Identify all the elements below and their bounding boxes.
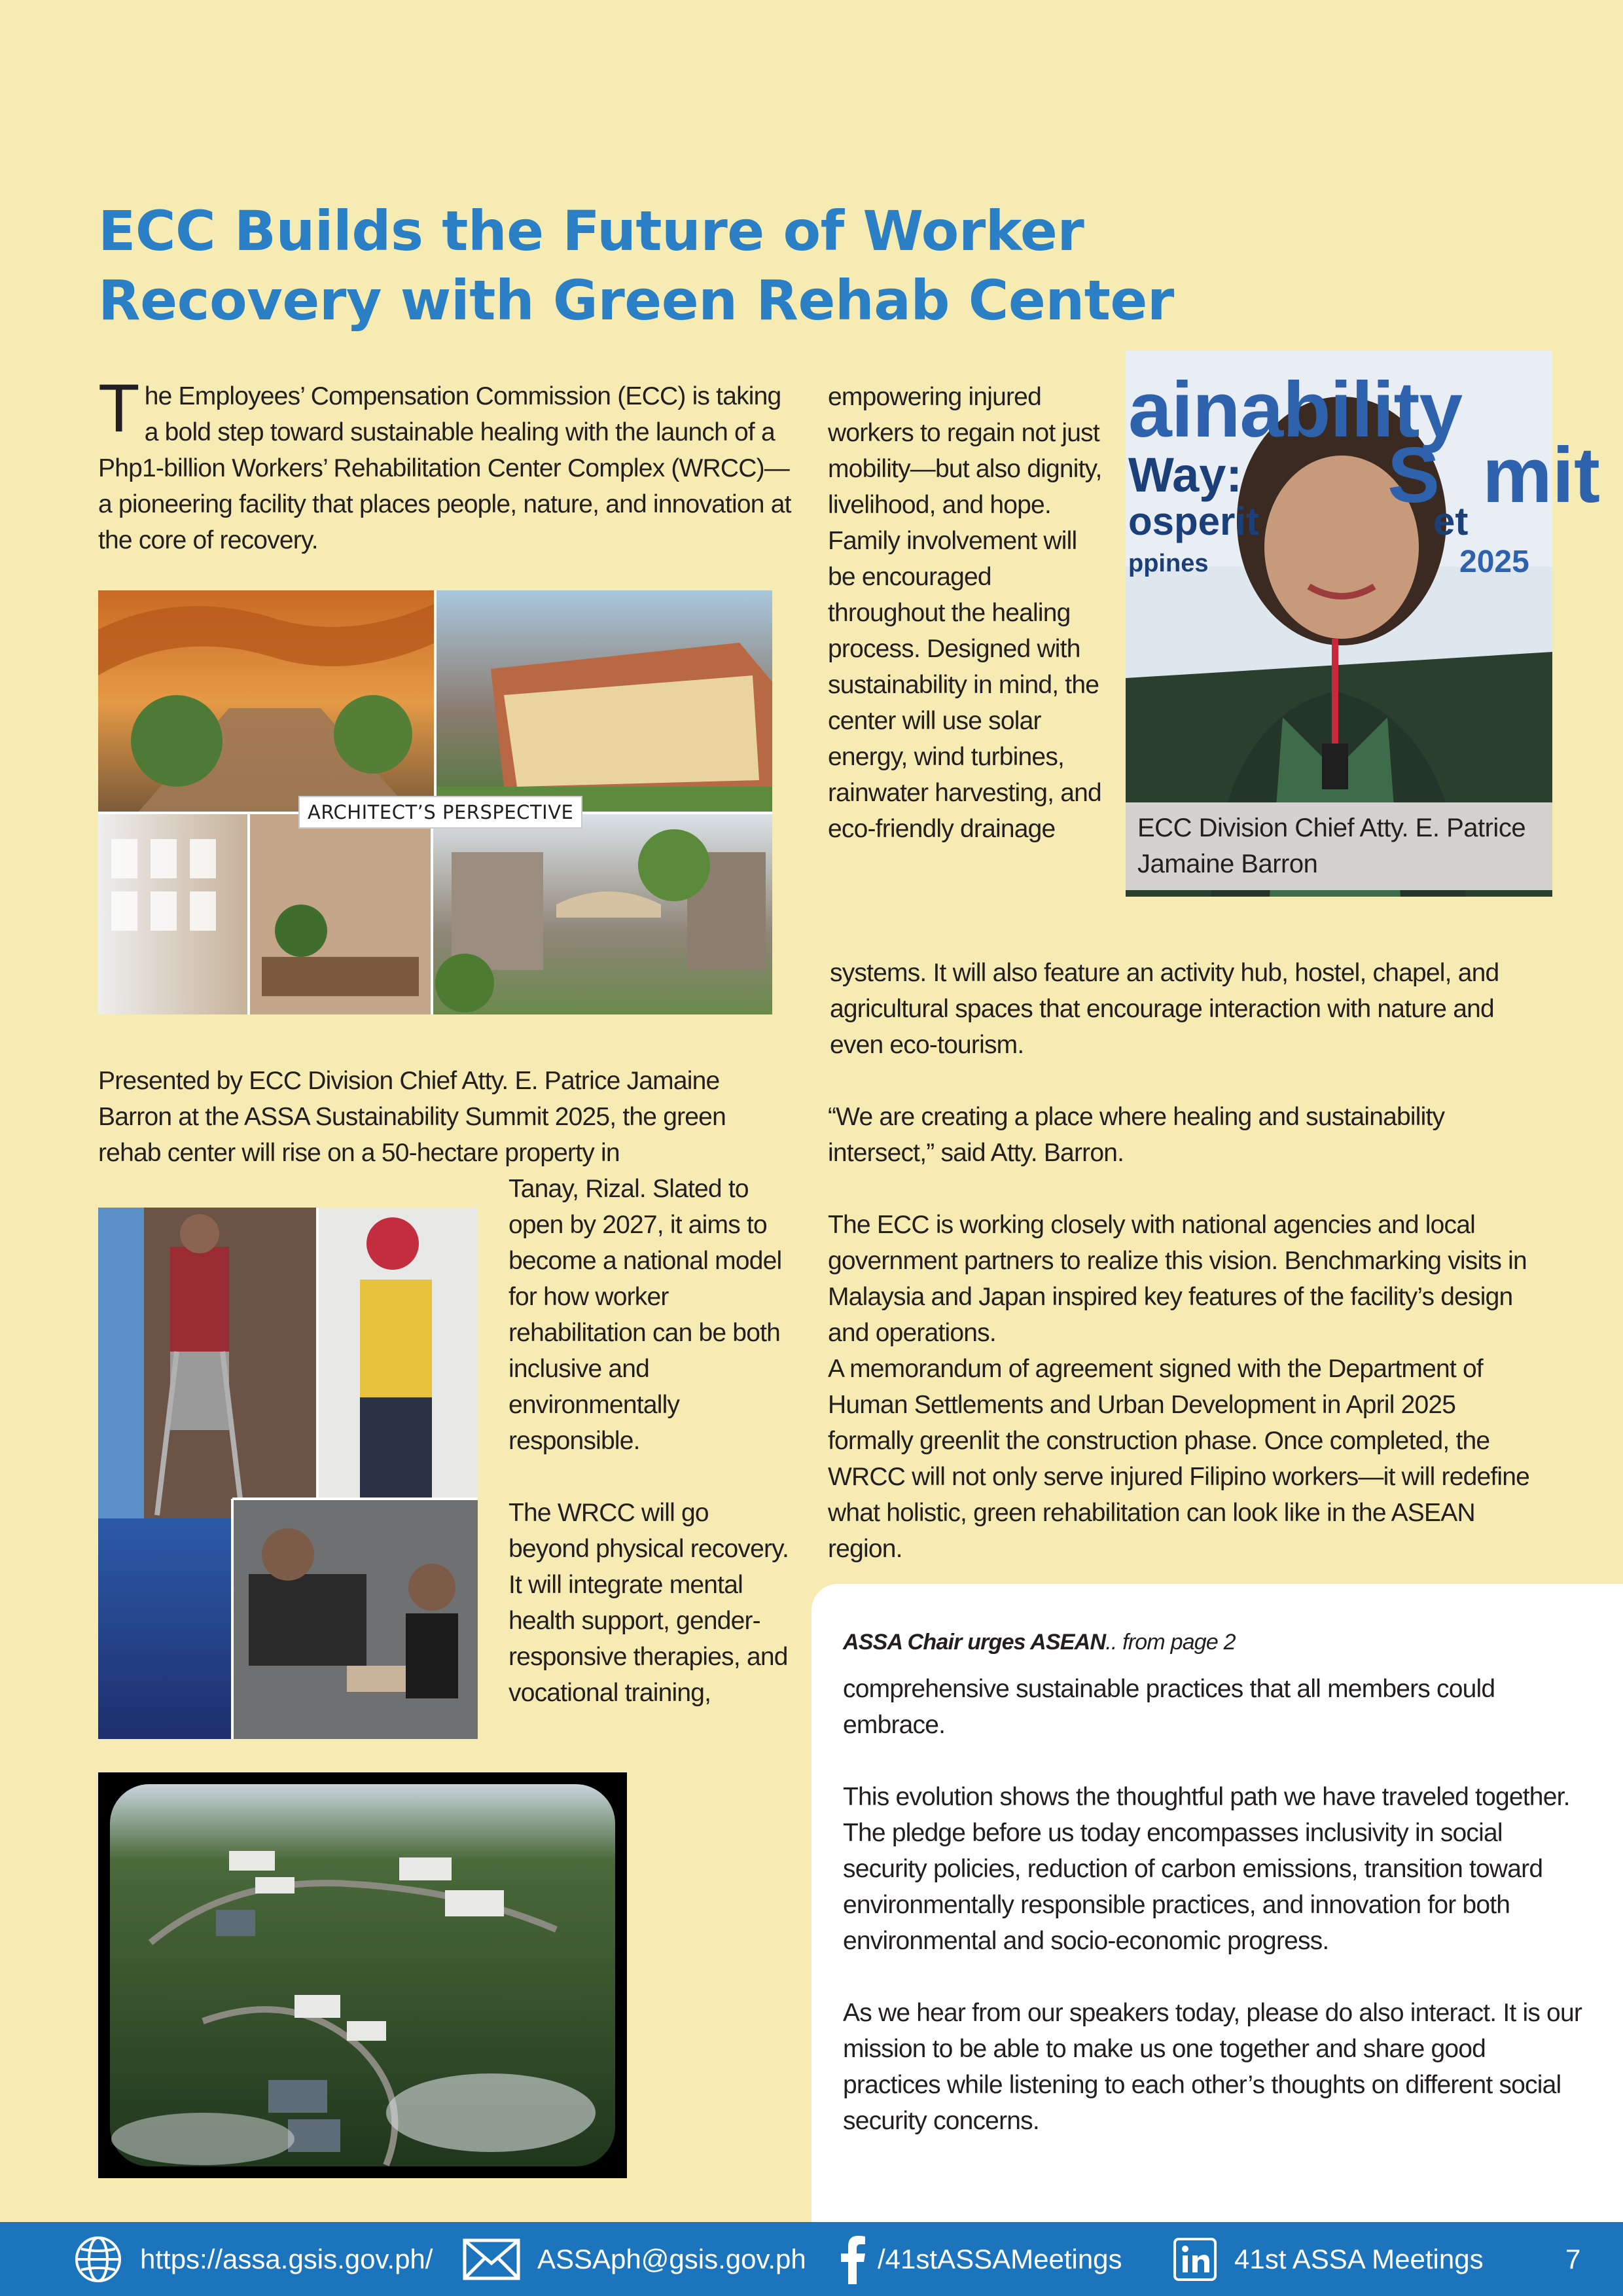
title-line-1: ECC Builds the Future of Worker [98, 199, 1084, 263]
footer-bar [0, 2222, 1623, 2296]
continued-p3: As we hear from our speakers today, please do also interact. It is our mission to be able to make us one together and share good practices while listening to each other’s thoughts on different social security concerns. [843, 1999, 1582, 2135]
aerial-image [98, 1772, 627, 2178]
footer-linkedin[interactable] [1173, 2222, 1484, 2296]
banner-text-4: ppines [1128, 550, 1209, 577]
title-line-2: Recovery with Green Rehab Center [98, 268, 1174, 332]
mid-column-lower [828, 1099, 1541, 1567]
globe-icon [73, 2234, 123, 2284]
quote-paragraph: “We are creating a place where healing and sustainability intersect,” said Atty. Barron. [828, 1103, 1445, 1167]
left-para-3-text: The WRCC will go beyond physical recovery. It will integrate mental health support, gender-responsive therapies, and vocational training, [508, 1499, 789, 1707]
intro-text: he Employees’ Compensation Commission (ECC) is taking a bold step toward sustainable healing with the launch of a Php1-billion Workers’ Rehabilitation Center Complex (WRCC)—a pioneering facility that places people, nature, and innovation at the core of recovery. [98, 382, 791, 554]
continued-p2: This evolution shows the thoughtful path we have traveled together. The pledge before us today encompasses inclusivity in social security policies, reduction of carbon emissions, transition toward environmentally responsible practices, and innovation for both environmental and socio-economic progress. [843, 1783, 1570, 1955]
banner-text-3b: et [1433, 499, 1469, 543]
facebook-icon [840, 2234, 866, 2284]
workers-collage [98, 1208, 478, 1739]
left-para-2-narrow-text: Tanay, Rizal. Slated to open by 2027, it aims to become a national model for how worker rehabilitation can be both inclusive and environmentally responsible. [508, 1175, 782, 1455]
architect-collage [98, 590, 772, 1014]
intro-paragraph [98, 370, 798, 558]
email-link[interactable]: ASSAph@gsis.gov.ph [537, 2243, 806, 2274]
footer-email[interactable] [463, 2222, 806, 2296]
continued-header-bold: ASSA Chair urges ASEAN [843, 1630, 1106, 1655]
moa-paragraph: A memorandum of agreement signed with the Department of Human Settlements and Urban Development in April 2025 formally greenlit the construction phase. Once completed, the WRCC will not only serve injured Filipino workers—it will redefine what holistic, green rehabilitation can look like in the ASEAN region. [828, 1355, 1530, 1563]
mail-icon [463, 2238, 520, 2280]
continued-p1: comprehensive sustainable practices that all members could embrace. [843, 1675, 1495, 1739]
mid-narrow-text: empowering injured workers to regain not just mobility—but also dignity, livelihood, and hope. Family involvement will be encouraged throughout the healing process. Designed with sustainability in mind, the center will use solar energy, wind turbines, rainwater harvesting, and eco-friendly drainage [828, 383, 1102, 843]
mid-wide-text: systems. It will also feature an activity hub, hostel, chapel, and agricultural spaces that encourage interaction with nature and even eco-tourism. [830, 959, 1499, 1059]
architect-perspective-label: ARCHITECT’S PERSPECTIVE [298, 796, 582, 829]
mid-column-narrow [828, 379, 1103, 847]
aerial-rendering [98, 1772, 627, 2178]
left-para-2-narrow [508, 1171, 790, 1711]
ecc-paragraph: The ECC is working closely with national agencies and local government partners to realize this vision. Benchmarking visits in Malaysia and Japan inspired key features of the facility’s design and operations. [828, 1211, 1527, 1347]
footer-facebook[interactable] [840, 2222, 1122, 2296]
banner-text-4b: 2025 [1459, 545, 1529, 579]
banner-text-1: ainability [1128, 366, 1463, 454]
drop-cap: T [98, 370, 139, 446]
mid-column-wide [830, 955, 1537, 1063]
footer-website[interactable] [73, 2222, 433, 2296]
continued-article [843, 1624, 1582, 2139]
portrait-caption: ECC Division Chief Atty. E. Patrice Jamaine Barron [1126, 802, 1552, 890]
banner-text-2b: S [1387, 431, 1440, 519]
banner-text-2: Way: [1128, 448, 1243, 502]
linkedin-icon [1173, 2237, 1217, 2282]
facebook-link[interactable]: /41stASSAMeetings [878, 2243, 1122, 2274]
continued-header-rest: .. from page 2 [1105, 1630, 1236, 1655]
portrait-photo [1126, 351, 1600, 897]
banner-text-3: osperit [1128, 499, 1260, 543]
left-para-2-text: Presented by ECC Division Chief Atty. E. Patrice Jamaine Barron at the ASSA Sustainability Summit 2025, the green rehab center will rise on a 50-hectare property in [98, 1067, 726, 1167]
page-title [98, 196, 1211, 335]
left-para-2-full [98, 1063, 785, 1171]
page-number: 7 [1565, 2243, 1581, 2274]
workers-image [98, 1208, 478, 1739]
banner-text-2c: mit [1482, 431, 1600, 519]
website-link[interactable]: https://assa.gsis.gov.ph/ [140, 2243, 433, 2274]
linkedin-link[interactable]: 41st ASSA Meetings [1234, 2243, 1484, 2274]
continued-header [843, 1624, 1582, 1660]
